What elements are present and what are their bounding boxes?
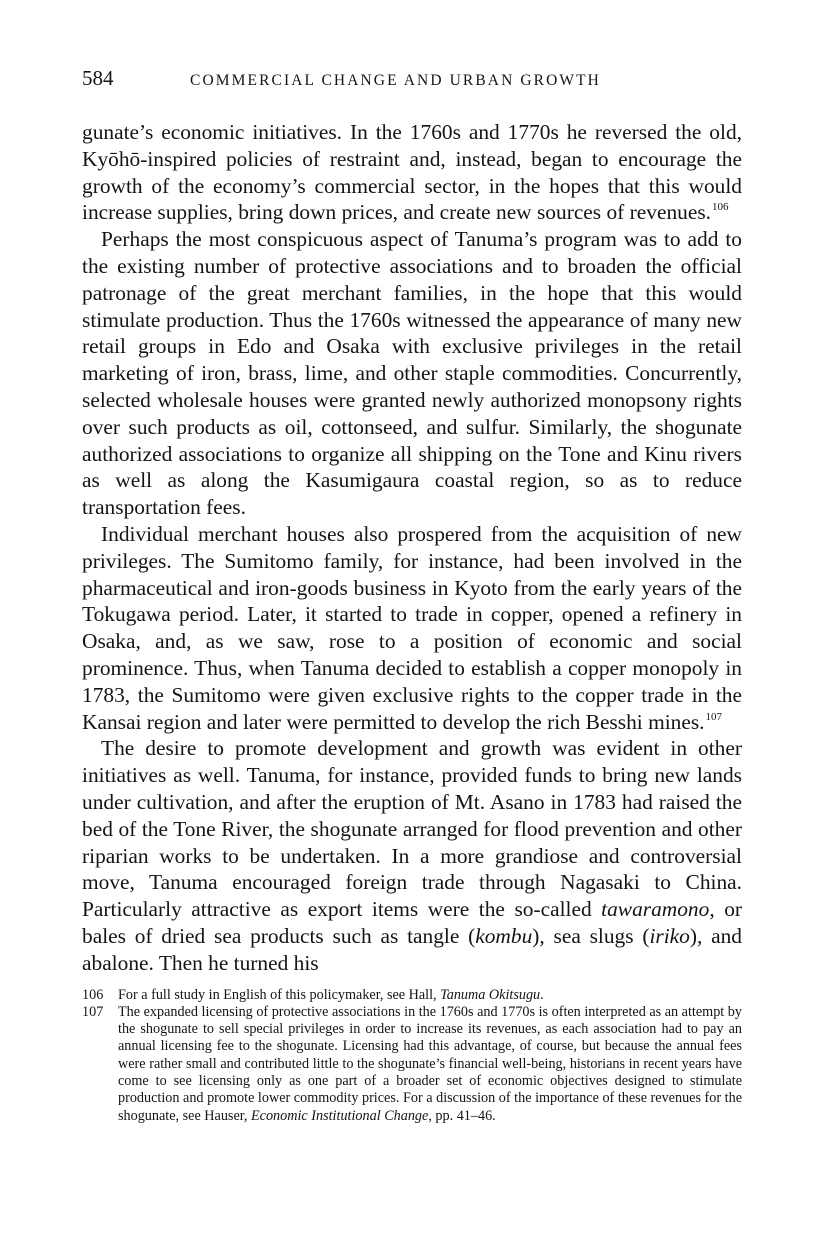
- paragraph: [82, 119, 742, 226]
- paragraph-text: gunate’s economic initiatives. In the 1760s and 1770s he reversed the old, Kyōhō-inspired policies of restraint and, instead, began to encourage the growth of the economy’s commercial sector, in the hopes that this would increase supplies, bring down prices, and create new sources of revenues.: [82, 120, 742, 225]
- book-page: [82, 66, 742, 1125]
- italic-term: kombu: [475, 923, 533, 948]
- footnotes: [82, 987, 742, 1125]
- paragraph-text: Individual merchant houses also prospered from the acquisition of new privileges. The Sumitomo family, for instance, had been involved in the pharmaceutical and iron-goods business in Kyoto from the early years of the Tokugawa period. Later, it started to trade in copper, opened a refinery in Osaka, and, as we saw, rose to a position of economic and social prominence. Thus, when Tanuma decided to establish a copper monopoly in 1783, the Sumitomo were given exclusive rights to the copper trade in the Kansai region and later were permitted to develop the rich Besshi mines.: [82, 521, 742, 734]
- paragraph: [82, 521, 742, 735]
- footnote-ref: 107: [705, 710, 723, 723]
- running-title: COMMERCIAL CHANGE AND URBAN GROWTH: [190, 72, 601, 89]
- page-header: [82, 66, 742, 100]
- paragraph-text: The desire to promote development and growth was evident in other initiatives as well. Tanuma, for instance, provided funds to bring new lands under cultivation, and after the eruption of Mt. Asano in 1783 had raised the bed of the Tone River, the shogunate arranged for flood prevention and other riparian works to be undertaken. In a more grandiose and controversial move, Tanuma encouraged foreign trade through Nagasaki to China. Particularly attractive as export items were the so-called: [82, 736, 742, 922]
- footnote-text: [118, 1004, 742, 1125]
- paragraph-text: ), and abalone. Then he turned his: [82, 923, 742, 975]
- paragraph: [82, 735, 742, 976]
- footnote-body: , pp. 41–46.: [428, 1107, 496, 1124]
- paragraph: [82, 226, 742, 521]
- italic-term: tawaramono: [601, 897, 710, 922]
- footnote-number: 107: [82, 1003, 104, 1020]
- italic-term: iriko: [649, 923, 690, 948]
- footnote-number: 106: [82, 986, 104, 1003]
- footnote-text: [118, 987, 742, 1004]
- cited-title: Tanuma Okitsugu: [440, 986, 541, 1003]
- footnote-body: For a full study in English of this policymaker, see Hall,: [118, 986, 441, 1003]
- paragraph-text: ), sea slugs (: [532, 923, 650, 948]
- footnote-body: .: [540, 986, 544, 1003]
- page-number: 584: [82, 66, 114, 90]
- footnote-body: The expanded licensing of protective associations in the 1760s and 1770s is often interpreted as an attempt by the shogunate to sell special privileges in order to increase its revenues, as each association had to pay an annual licensing fee to the shogunate. Licensing had this advantage, of course, but because the annual fees were rather small and contributed little to the shogunate’s financial well-being, historians in recent years have come to see licensing only as one part of a broader set of economic objectives designed to stimulate production and promote lower commodity prices. For a discussion of the importance of these revenues for the shogunate, see Hauser,: [118, 1003, 742, 1124]
- paragraph-text: , or bales of dried sea products such as tangle (: [82, 897, 743, 948]
- footnote: [82, 1004, 742, 1125]
- footnote-ref: 106: [712, 201, 729, 214]
- footnote: [82, 987, 742, 1004]
- body-text: [82, 119, 742, 977]
- cited-title: Economic Institutional Change: [251, 1107, 429, 1124]
- paragraph-text: Perhaps the most conspicuous aspect of Tanuma’s program was to add to the existing number of protective associations and to broaden the official patronage of the great merchant families, in the hope that this would stimulate production. Thus the 1760s witnessed the appearance of many new retail groups in Edo and Osaka with exclusive privileges in the retail marketing of iron, brass, lime, and other staple commodities. Concurrently, selected wholesale houses were granted newly authorized monopsony rights over such products as oil, cottonseed, and sulfur. Similarly, the shogunate authorized associations to organize all shipping on the Tone and Kinu rivers as well as along the Kasumigaura coastal region, so as to reduce transportation fees.: [82, 227, 742, 520]
